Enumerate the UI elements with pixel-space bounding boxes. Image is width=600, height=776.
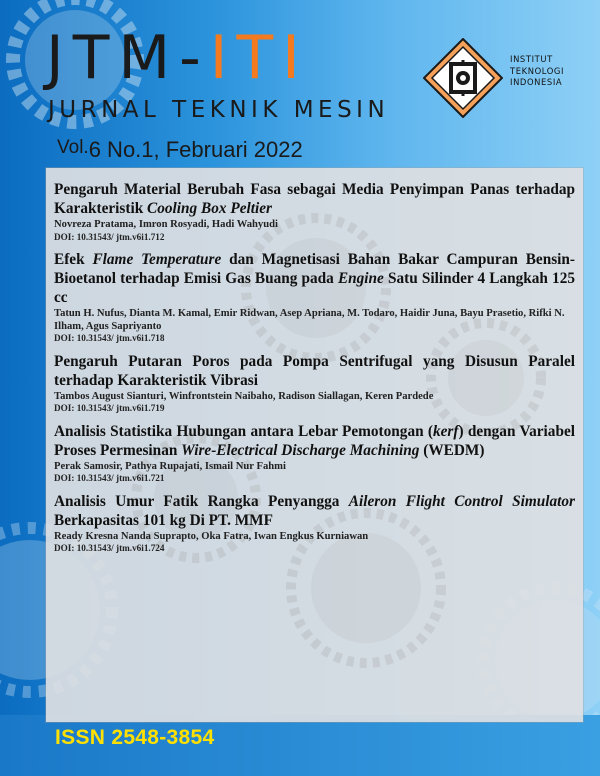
article-entry — [54, 180, 575, 243]
article-title-part: Pengaruh Material Berubah Fasa sebagai Media Penyimpan Panas terhadap Karakteristik — [54, 181, 575, 217]
article-title-part: Efek — [54, 251, 93, 268]
volume-label: Vol. — [57, 137, 89, 158]
article-doi: DOI: 10.31543/ jtm.v6i1.718 — [54, 333, 165, 343]
article-title-part: Flame Temperature — [92, 251, 222, 268]
article-title-part: Analisis Statistika Hubungan antara Lebar Pemotongan ( — [54, 422, 433, 440]
article-doi: DOI: 10.31543/ jtm.v6i1.721 — [54, 473, 165, 483]
article-title — [54, 422, 575, 460]
article-list — [54, 180, 575, 562]
article-title-part: Berkapasitas 101 kg Di PT. MMF — [54, 511, 273, 529]
institution-name-line-3: INDONESIA — [510, 77, 563, 87]
article-entry — [54, 492, 575, 555]
article-authors: Novreza Pratama, Imron Rosyadi, Hadi Wahyudi — [54, 219, 278, 230]
institution-name-line-1: INSTITUT — [510, 54, 553, 64]
article-title — [54, 352, 575, 390]
article-title-part: Satu Silinder 4 Langkah 125 cc — [54, 270, 576, 306]
article-title-part: kerf — [432, 422, 459, 440]
institution-name — [510, 54, 600, 89]
contents-panel — [46, 168, 583, 722]
article-title-part: Pengaruh Putaran Poros pada Pompa Sentrifugal yang Disusun Paralel terhadap Karakteristik Vibrasi — [54, 352, 575, 389]
article-title-part: Engine — [337, 270, 384, 287]
institution-name-line-2: TEKNOLOGI — [510, 65, 565, 76]
article-title — [54, 180, 575, 218]
article-title-part: ) dengan Variabel Proses Permesinan — [54, 422, 575, 459]
article-title — [54, 492, 575, 530]
article-title-part: Analisis Umur Fatik Rangka Penyangga — [54, 492, 349, 510]
article-title-part: dan Magnetisasi Bahan Bakar Campuran Bensin-Bioetanol terhadap Emisi Gas Buang pada — [54, 251, 576, 287]
article-authors: Ready Kresna Nanda Suprapto, Oka Fatra, Iwan Engkus Kurniawan — [54, 530, 369, 542]
article-entry — [54, 422, 575, 485]
article-title-part: Aileron Flight Control Simulator — [348, 492, 576, 510]
article-title-part: Wire-Electrical Discharge Machining — [181, 441, 420, 459]
article-title-part: Cooling Box Peltier — [147, 200, 272, 217]
institution-logo — [423, 38, 503, 118]
journal-code-main: JTM- — [46, 23, 210, 93]
volume-line — [57, 137, 303, 163]
journal-code-accent: ITI — [209, 23, 309, 93]
journal-name: JURNAL TEKNIK MESIN — [48, 97, 390, 123]
article-doi: DOI: 10.31543/ jtm.v6i1.719 — [54, 403, 165, 413]
article-doi: DOI: 10.31543/ jtm.v6i1.724 — [54, 543, 165, 553]
article-title — [54, 250, 575, 307]
article-authors: Tambos August Sianturi, Winfrontstein Naibaho, Radison Siallagan, Keren Pardede — [54, 390, 434, 402]
issn: ISSN 2548-3854 — [55, 726, 215, 749]
volume-issue-date: 6 No.1, Februari 2022 — [88, 137, 303, 162]
article-entry — [54, 352, 575, 415]
article-title-part: (WEDM) — [419, 441, 485, 459]
journal-code — [46, 23, 309, 93]
article-entry — [54, 250, 575, 345]
article-doi: DOI: 10.31543/ jtm.v6i1.712 — [54, 231, 165, 242]
article-authors: Perak Samosir, Pathya Rupajati, Ismail Nur Fahmi — [54, 460, 286, 472]
article-authors: Tatun H. Nufus, Dianta M. Kamal, Emir Ridwan, Asep Apriana, M. Todaro, Haidir Juna, Bayu Prasetio, Rifki N. Ilham, Agus Sapriyanto — [54, 308, 565, 332]
